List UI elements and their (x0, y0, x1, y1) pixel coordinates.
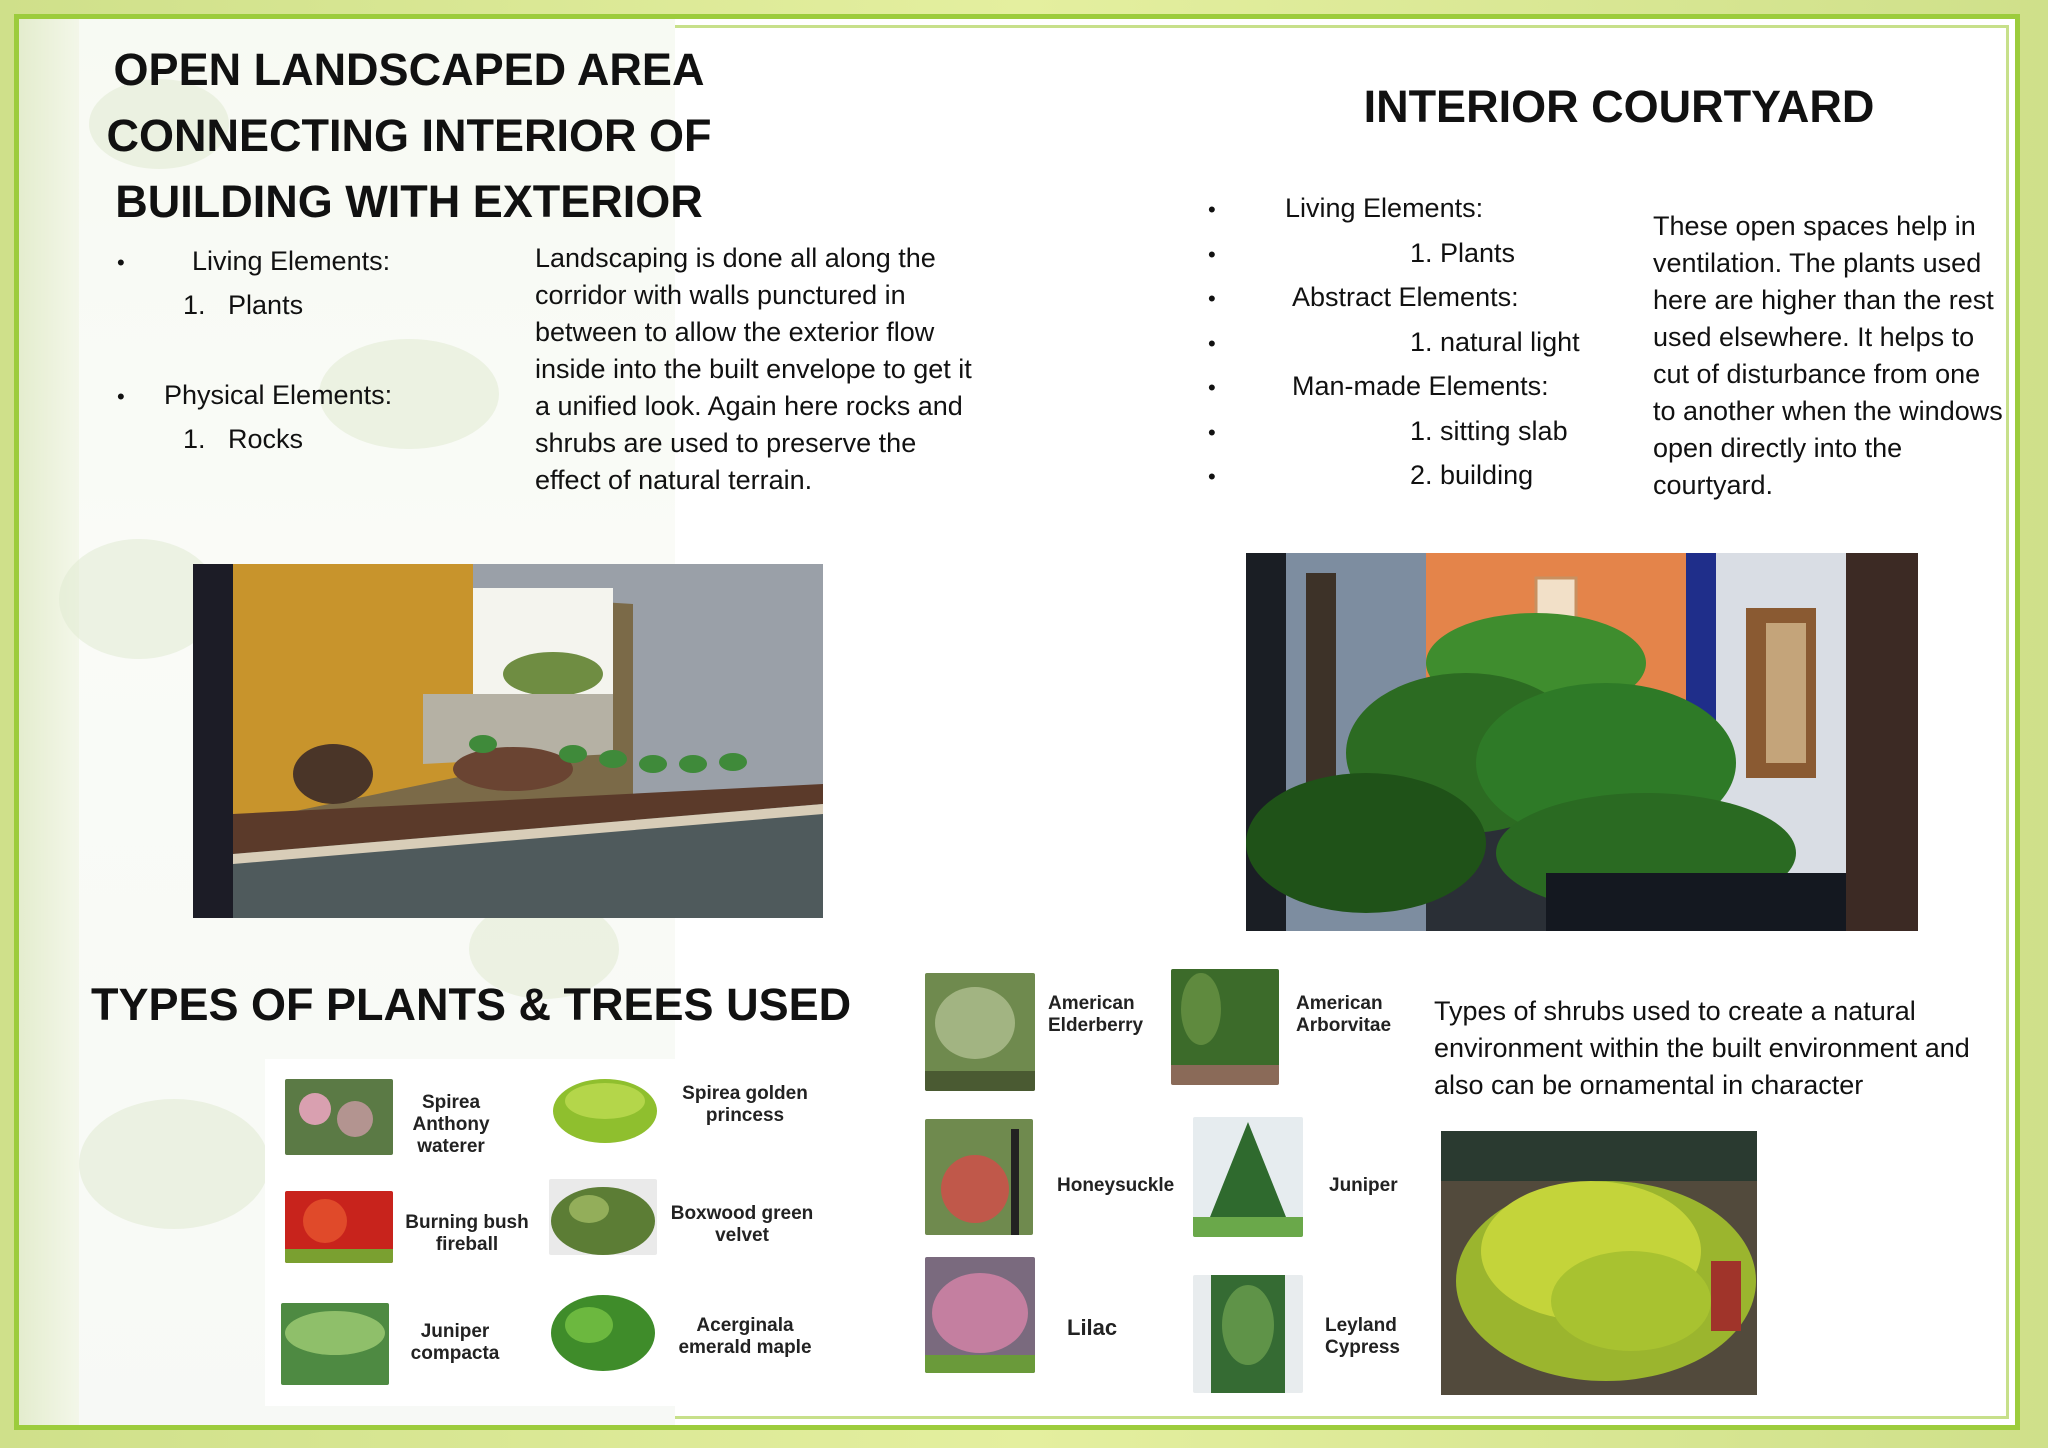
plant-label: Spirea Anthony waterer (412, 1092, 490, 1157)
physical-elements-heading: Physical Elements: (164, 380, 393, 410)
plant-thumbnail (1193, 1275, 1303, 1393)
left-description: Landscaping is done all along the corridor with walls punctured in between to allow the exterior flow inside into the built envelope to get it a unified look. Again here rocks and shrubs are used to preserve the effect of natural terrain. (535, 243, 972, 495)
plant-thumbnail (549, 1289, 657, 1373)
plant-thumbnail (925, 973, 1035, 1091)
left-title-line: OPEN LANDSCAPED AREA (113, 44, 705, 95)
physical-item-label: Rocks (228, 424, 304, 454)
plant-label: Juniper (1329, 1175, 1398, 1196)
left-title (59, 37, 759, 235)
spirea-golden-image (551, 1071, 659, 1143)
plant-label: American Arborvitae (1296, 993, 1392, 1036)
courtyard-list-item: 2. building (1410, 460, 1534, 490)
courtyard-photo-illustration (1246, 553, 1918, 931)
acerginala-image (549, 1289, 657, 1373)
plant-label: American Elderberry (1048, 993, 1144, 1036)
plant-thumbnail (1171, 969, 1279, 1085)
burning-bush-image (285, 1191, 393, 1263)
shrub-description: Types of shrubs used to create a natural environment within the built environment and also can be ornamental in character (1434, 996, 1970, 1100)
american-elderberry-image (925, 973, 1035, 1091)
left-title-line: BUILDING WITH EXTERIOR (115, 176, 703, 227)
bullet-icon: • (117, 250, 125, 275)
living-elements-heading: Living Elements: (192, 246, 391, 276)
bullet-icon: • (1208, 197, 1216, 222)
boxwood-image (549, 1179, 657, 1255)
honeysuckle-image (925, 1119, 1033, 1235)
plant-thumbnail (925, 1257, 1035, 1373)
plant-label: Juniper compacta (410, 1321, 500, 1364)
plants-grid (265, 1059, 845, 1406)
right-description: These open spaces help in ventilation. The plants used here are higher than the rest used elsewhere. It helps to cut of disturbance from one to another when the windows open directly into the courtyard. (1653, 211, 2003, 500)
plant-thumbnail (281, 1303, 389, 1385)
living-item-label: Plants (228, 290, 304, 320)
spirea-anthony-image (285, 1079, 393, 1155)
plant-label: Boxwood green velvet (670, 1203, 814, 1246)
left-title-line: CONNECTING INTERIOR OF (106, 110, 712, 161)
plant-thumbnail (551, 1071, 659, 1143)
shrub-photo (1441, 1131, 1757, 1395)
bullet-icon: • (1208, 464, 1216, 489)
courtyard-photo (1246, 553, 1918, 931)
juniper-compacta-image (281, 1303, 389, 1385)
living-elements-item: 1. Plants (183, 290, 304, 320)
bullet-icon: • (1208, 242, 1216, 267)
plant-label: Honeysuckle (1057, 1175, 1175, 1196)
golden-shrub-illustration (1441, 1131, 1757, 1395)
right-title: INTERIOR COURTYARD (1363, 81, 1875, 132)
courtyard-list-item: Abstract Elements: (1292, 282, 1519, 312)
courtyard-list-item: 1. sitting slab (1410, 416, 1568, 446)
courtyard-list-item: 1. Plants (1410, 238, 1516, 268)
lilac-image (925, 1257, 1035, 1373)
american-arborvitae-image (1171, 969, 1279, 1085)
courtyard-list-item: Man-made Elements: (1292, 371, 1549, 401)
juniper-image (1193, 1117, 1303, 1237)
plant-thumbnail (549, 1179, 657, 1255)
bullet-icon: • (1208, 420, 1216, 445)
physical-elements-item: 1. Rocks (183, 424, 304, 454)
plant-thumbnail (285, 1191, 393, 1263)
plant-label: Leyland Cypress (1325, 1315, 1400, 1358)
plant-label: Burning bush fireball (405, 1212, 529, 1255)
shrubs-grid (919, 959, 1444, 1409)
courtyard-list-item: 1. natural light (1410, 327, 1580, 357)
content-frame (14, 14, 2020, 1430)
corridor-photo (193, 564, 823, 918)
plant-label: Spirea golden princess (682, 1083, 808, 1126)
plants-title: TYPES OF PLANTS & TREES USED (91, 979, 852, 1030)
leyland-cypress-image (1193, 1275, 1303, 1393)
plant-thumbnail (925, 1119, 1033, 1235)
plant-thumbnail (285, 1079, 393, 1155)
plant-thumbnail (1193, 1117, 1303, 1237)
plant-label: Acerginala emerald maple (678, 1315, 812, 1358)
bullet-icon: • (117, 384, 125, 409)
corridor-photo-illustration (193, 564, 823, 918)
bullet-icon: • (1208, 331, 1216, 356)
plant-label: Lilac (1067, 1315, 1118, 1340)
courtyard-list-item: Living Elements: (1285, 193, 1484, 223)
bullet-icon: • (1208, 286, 1216, 311)
bullet-icon: • (1208, 375, 1216, 400)
